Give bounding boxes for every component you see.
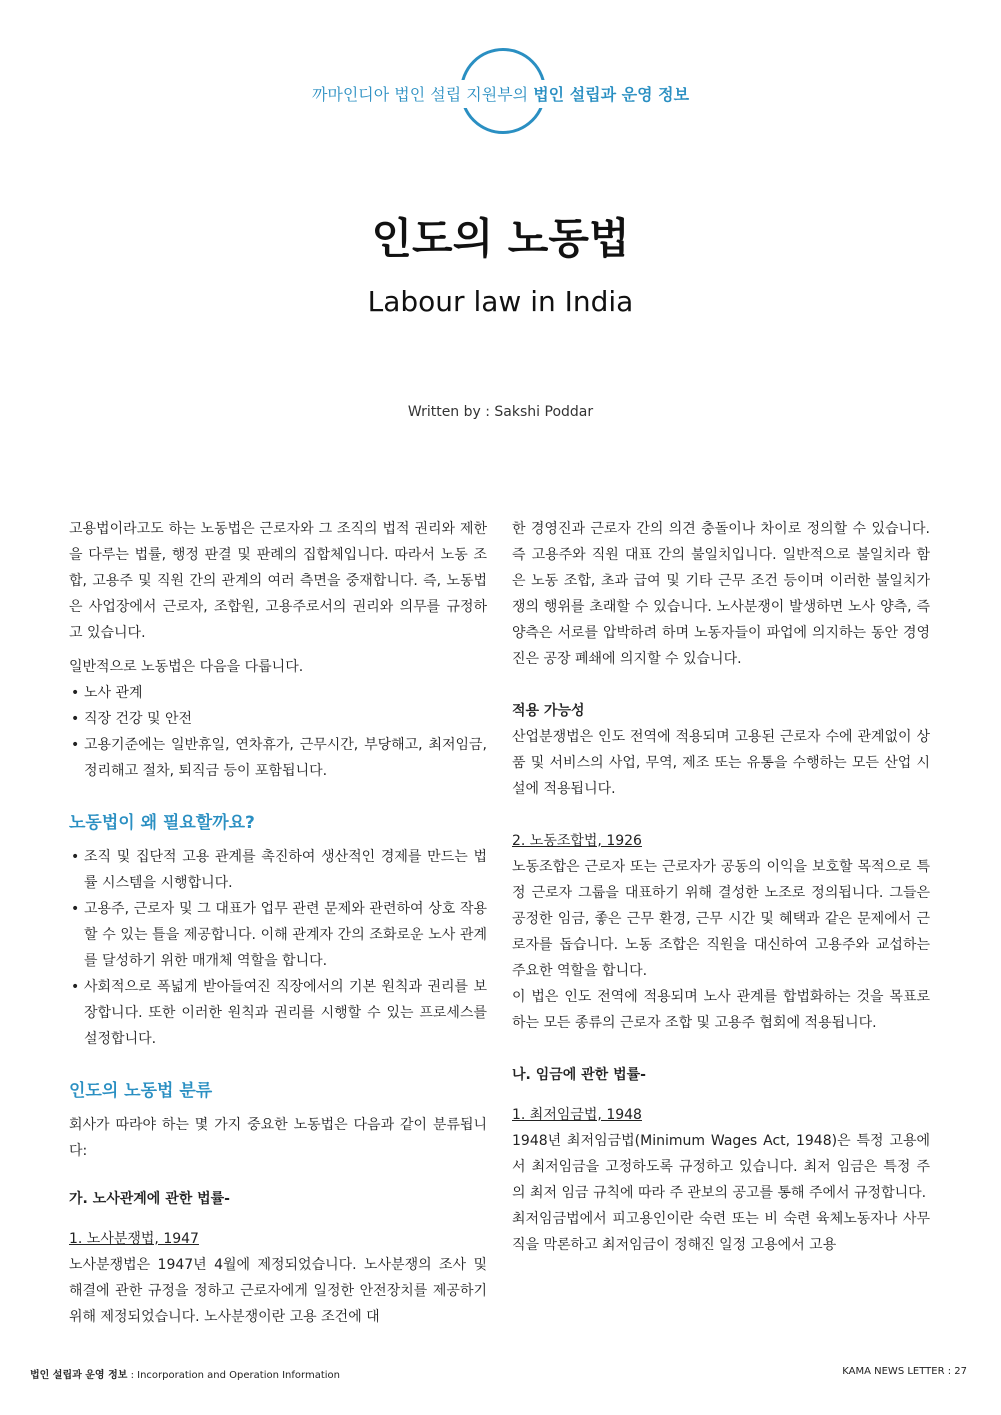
intro-paragraph: 고용법이라고도 하는 노동법은 근로자와 그 조직의 법적 권리와 제한을 다루는 법률, 행정 판결 및 판례의 집합체입니다. 따라서 노동 조합, 고용주 및 직원 간의 관계의 여러 측면을 중재합니다. 즉, 노동법은 사업장에서 근로자, 조합원, 고용주로서의 권리와 의무를 규정하고 있습니다. [69, 521, 487, 641]
list-item: • 사회적으로 폭넓게 받아들여진 직장에서의 기본 원칙과 권리를 보장합니다. 또한 이러한 원칙과 권리를 시행할 수 있는 프로세스를 설정합니다. [69, 974, 487, 1052]
spacer [69, 1172, 487, 1186]
page-subtitle: Labour law in India [367, 285, 634, 318]
spacer [512, 1036, 930, 1062]
right-column [512, 516, 930, 1258]
list-item: • 고용주, 근로자 및 그 대표가 업무 관련 문제와 관련하여 상호 작용할 수 있는 틀을 제공합니다. 이해 관계자 간의 조화로운 노사 관계를 달성하기 위한 매개체 역할을 합니다. [69, 896, 487, 974]
covers-list [69, 680, 487, 784]
law-body-trade-unions-scope: 이 법은 인도 전역에 적용되며 노사 관계를 합법화하는 것을 목표로 하는 모든 종류의 근로자 조합 및 고용주 협회에 적용됩니다. [512, 989, 930, 1031]
header-emphasis: 법인 설립과 운영 정보 [533, 85, 690, 104]
header-prefix: 까마인디아 법인 설립 지원부의 [311, 85, 534, 104]
applicability-heading: 적용 가능성 [512, 703, 585, 719]
group-heading-wages: 나. 임금에 관한 법률- [512, 1067, 646, 1083]
section-heading-classification: 인도의 노동법 분류 [69, 1081, 213, 1101]
classification-intro: 회사가 따라야 하는 몇 가지 중요한 노동법은 다음과 같이 분류됩니다: [69, 1117, 487, 1159]
left-column [69, 516, 487, 1330]
why-list [69, 844, 487, 1052]
footer-page-number: KAMA NEWS LETTER : 27 [842, 1366, 967, 1377]
law-body-industrial-disputes-continued: 한 경영진과 근로자 간의 의견 충돌이나 차이로 정의할 수 있습니다. 즉 고용주와 직원 대표 간의 불일치입니다. 일반적으로 불일치라 함은 노동 조합, 초과 급여 및 기타 근무 조건 등이며 이러한 불일치가 쟁의 행위를 초래할 수 있습니다. 노사분쟁이 발생하면 노사 양측, 즉 양측은 서로를 압박하려 하며 노동자들이 파업에 의지하는 동안 경영진은 공장 폐쇄에 의지할 수 있습니다. [512, 521, 930, 667]
spacer [512, 672, 930, 698]
covers-lead: 일반적으로 노동법은 다음을 다룹니다. [69, 659, 304, 675]
applicability-body: 산업분쟁법은 인도 전역에 적용되며 고용된 근로자 수에 관계없이 상품 및 서비스의 사업, 무역, 제조 또는 유통을 수행하는 모든 산업 시설에 적용됩니다. [512, 729, 930, 797]
footer-left-bold: 법인 설립과 운영 정보 [30, 1370, 128, 1381]
law-title-minimum-wages: 1. 최저임금법, 1948 [512, 1107, 642, 1123]
spacer [512, 802, 930, 828]
author-line: Written by : Sakshi Poddar [407, 404, 594, 420]
header-banner [0, 82, 1001, 105]
list-item: • 노사 관계 [69, 680, 487, 706]
law-title-industrial-disputes: 1. 노사분쟁법, 1947 [69, 1231, 199, 1247]
law-title-trade-unions: 2. 노동조합법, 1926 [512, 833, 642, 849]
list-item: • 조직 및 집단적 고용 관계를 촉진하여 생산적인 경제를 만드는 법률 시스템을 시행합니다. [69, 844, 487, 896]
group-heading-industrial-relations: 가. 노사관계에 관한 법률- [69, 1191, 230, 1207]
page-title: 인도의 노동법 [371, 214, 630, 263]
law-body-minimum-wages-employee: 최저임금법에서 피고용인이란 숙련 또는 비 숙련 육체노동자나 사무직을 막론하고 최저임금이 정해진 일정 고용에서 고용 [512, 1211, 930, 1253]
footer-left-rest: : Incorporation and Operation Information [127, 1370, 340, 1381]
law-body-trade-unions: 노동조합은 근로자 또는 근로자가 공동의 이익을 보호할 목적으로 특정 근로자 그룹을 대표하기 위해 결성한 노조로 정의됩니다. 그들은 공정한 임금, 좋은 근무 환경, 근무 시간 및 혜택과 같은 문제에서 근로자를 돕습니다. 노동 조합은 직원을 대신하여 고용주와 교섭하는 주요한 역할을 합니다. [512, 859, 930, 979]
list-item: • 직장 건강 및 안전 [69, 706, 487, 732]
list-item: • 고용기준에는 일반휴일, 연차휴가, 근무시간, 부당해고, 최저임금, 정리해고 절차, 퇴직금 등이 포함됩니다. [69, 732, 487, 784]
footer-left [30, 1366, 340, 1381]
law-body-industrial-disputes: 노사분쟁법은 1947년 4월에 제정되었습니다. 노사분쟁의 조사 및 해결에 관한 규정을 정하고 근로자에게 일정한 안전장치를 제공하기 위해 제정되었습니다. 노사분쟁이란 고용 조건에 대 [69, 1257, 487, 1325]
law-body-minimum-wages: 1948년 최저임금법(Minimum Wages Act, 1948)은 특정 고용에서 최저임금을 고정하도록 규정하고 있습니다. 최저 임금은 특정 주의 최저 임금 규칙에 따라 주 관보의 공고를 통해 주에서 규정합니다. [512, 1133, 930, 1201]
section-heading-why: 노동법이 왜 필요할까요? [69, 813, 255, 833]
